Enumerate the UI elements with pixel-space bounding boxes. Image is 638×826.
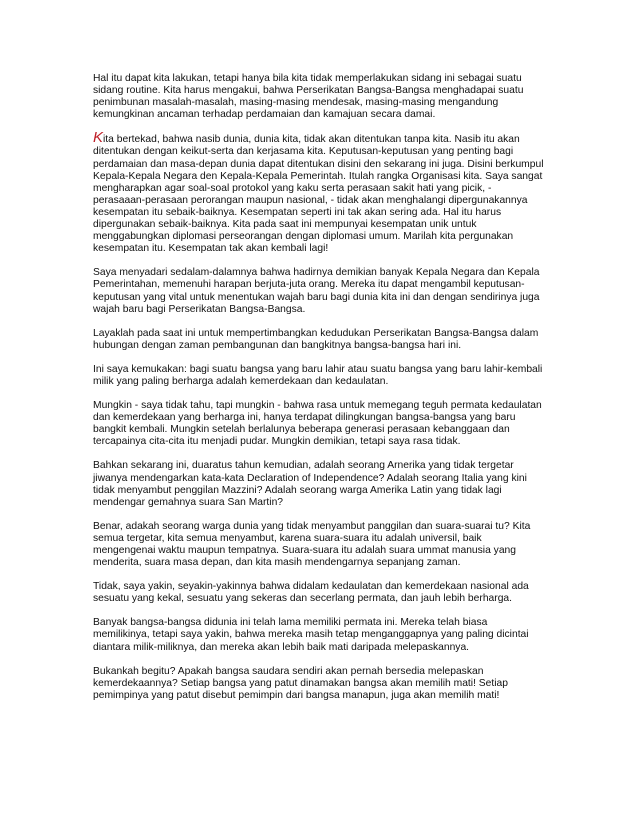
paragraph-8-text: Benar, adakah seorang warga dunia yang tidak menyambut panggilan dan suara-suarai tu? Kita semua tergetar, kita semua menyambut, karena suara-suara itu adalah universil, baik mengengenai waktu maupun tempatnya. Suara-suara itu adalah suara ummat manusia yang menderita, suara masa depan, dan kita masih mendengarnya sepanjang zaman. [93,520,531,569]
paragraph-11-text: Bukankah begitu? Apakah bangsa saudara sendiri akan pernah bersedia melepaskan kemerdekaannya? Setiap bangsa yang patut dinamakan bangsa akan memilih mati! Setiap pemimpinya yang patut disebut pemimpin dari bangsa manapun, juga akan memilih mati! [93,665,508,701]
paragraph-10 [93,617,545,653]
paragraph-9-text: Tidak, saya yakin, seyakin-yakinnya bahwa didalam kedaulatan dan kemerdekaan nasional ada sesuatu yang kekal, sesuatu yang sekeras dan secerlang permata, dan jauh lebih berharga. [93,581,529,605]
paragraph-1-text: Hal itu dapat kita lakukan, tetapi hanya bila kita tidak memperlakukan sidang ini sebagai suatu sidang routine. Kita harus mengakui, bahwa Perserikatan Bangsa-Bangsa menghadapai suatu penimbunan masalah-masalah, masing-masing mendesak, masing-masing mengandung kemungkinan ancaman terhadap perdamaian dan kamajuan secara damai. [93,73,524,121]
paragraph-1 [93,73,545,121]
paragraph-8 [93,521,545,569]
paragraph-3-text: Saya menyadari sedalam-dalamnya bahwa hadirnya demikian banyak Kepala Negara dan Kepala Pemerintahan, memenuhi harapan berjuta-juta orang. Mereka itu dapat mengambil keputusan-keputusan yang vital untuk menentukan wajah baru bagi dunia kita ini dan dengan sendirinya juga wajah baru bagi Perserikatan Bangsa-Bangsa. [93,267,540,315]
paragraph-11 [93,666,545,702]
paragraph-10-text: Banyak bangsa-bangsa didunia ini telah lama memiliki permata ini. Mereka telah biasa memilikinya, tetapi saya yakin, bahwa mereka masih tetap menganggapnya yang paling dicintai diantara milik-miliknya, dan mereka akan lebih baik mati daripada melepaskannya. [93,617,529,653]
paragraph-2-initial: K [93,129,104,147]
paragraph-3 [93,267,545,315]
paragraph-5-text: Ini saya kemukakan: bagi suatu bangsa yang baru lahir atau suatu bangsa yang baru lahir-kembali milik yang paling berharga adalah kemerdekaan dan kedaulatan. [93,363,543,387]
paragraph-9 [93,581,545,605]
paragraph-7-text: Bahkan sekarang ini, duaratus tahun kemudian, adalah seorang Arnerika yang tidak tergetar jiwanya mendengarkan kata-kata Declaration of Independence? Adalah seorang Italia yang kini tidak menyambut penggilan Mazzini? Adalah seorang warga Amerika Latin yang tidak lagi mendengar gemahnya suara San Martin? [93,460,527,508]
paragraph-2-text: ita bertekad, bahwa nasib dunia, dunia kita, tidak akan ditentukan tanpa kita. Nasib itu akan ditentukan dengan keikut-serta dan kerjasama kita. Keputusan-keputusan yang penting bagi perdamaian dan masa-depan dunia dapat ditentukan disini den sekarang ini juga. Disini berkumpul Kepala-Kepala Negara den Kepala-Kepala Pemerintah. Itulah rangka Organisasi kita. Saya sangat mengharapkan agar soal-soal protokol yang kaku serta perasaan sakit hati yang picik, - perasaaan-perasaan perorangan maupun nasional, - tidak akan menghalangi dipergunakannya kesempatan itu sebaik-baiknya. Kesempatan seperti ini tak akan sering ada. Hal itu harus dipergunakan sebaik-baiknya. Kita pada saat ini mempunyai kesempatan unik untuk menggabungkan diplomasi perseorangan dengan diplomasi umum. Marilah kita pergunakan kesempatan itu. Kesempatan tak akan kembali lagi! [93,134,544,255]
paragraph-2 [93,129,545,255]
document-body [93,73,545,714]
paragraph-5 [93,364,545,388]
paragraph-6 [93,400,545,448]
paragraph-4 [93,328,545,352]
paragraph-7 [93,460,545,508]
paragraph-4-text: Layaklah pada saat ini untuk mempertimbangkan kedudukan Perserikatan Bangsa-Bangsa dalam hubungan dengan zaman pembangunan dan bangkitnya bangsa-bangsa hari ini. [93,327,539,351]
paragraph-6-text: Mungkin - saya tidak tahu, tapi mungkin - bahwa rasa untuk memegang teguh permata kedaulatan dan kemerdekaan yang berharga ini, hanya terdapat dilingkungan bangsa-bangsa yang baru bangkit kembali. Mungkin setelah berlalunya beberapa generasi perasaan kebanggaan dan tercapainya cita-cita itu menjadi pudar. Mungkin demikian, tetapi saya rasa tidak. [93,400,542,448]
